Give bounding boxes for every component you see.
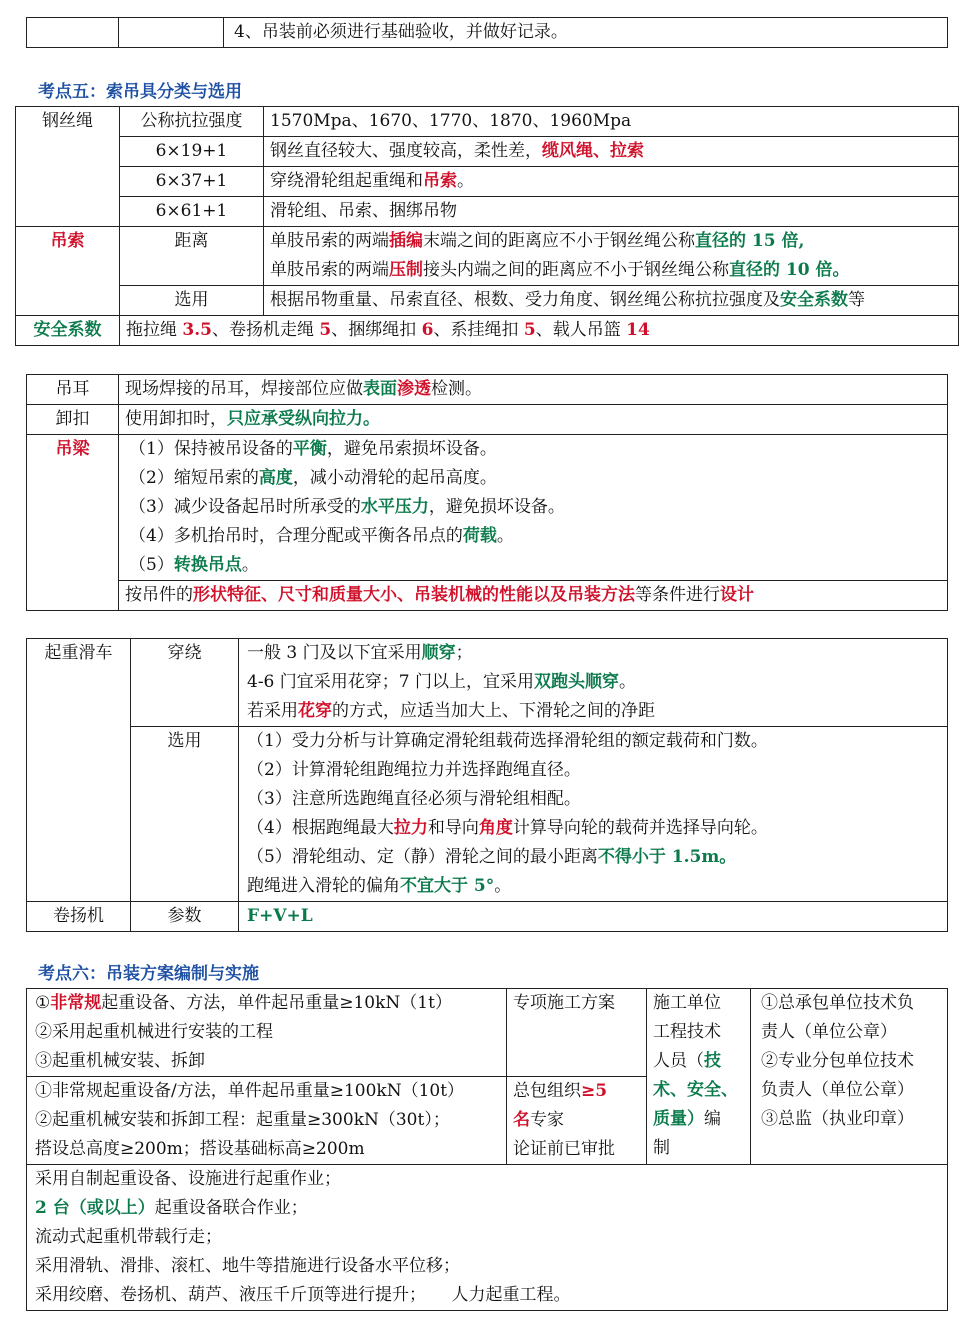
table-row — [16, 167, 959, 197]
table-cell: 滑轮组、吊索、捆绑吊物 — [264, 197, 959, 227]
table-cell: 现场焊接的吊耳，焊接部位应做表面渗透检测。 — [119, 375, 948, 405]
table-row — [27, 581, 948, 611]
row-header-lug: 吊耳 — [27, 375, 119, 405]
table-cell: 选用 — [131, 727, 239, 902]
lifting-tools-table — [26, 374, 948, 611]
lifting-plan-table — [26, 988, 948, 1311]
table-cell: 1570Mpa、1670、1770、1870、1960Mpa — [264, 107, 959, 137]
pulley-table — [26, 638, 948, 932]
table-cell: 施工单位 工程技术 人员（技 术、安全、 质量）编 制 — [647, 989, 751, 1165]
table-cell: ①总承包单位技术负 责人（单位公章） ②专业分包单位技术 负责人（单位公章） ③总监（执业印章） — [751, 989, 948, 1165]
table-row — [16, 197, 959, 227]
table-cell: 距离 — [120, 227, 264, 286]
table-row — [16, 286, 959, 316]
table-cell: 一般 3 门及以下宜采用顺穿； 4-6 门宜采用花穿；7 门以上，宜采用双跑头顺穿。 若采用花穿的方式，应适当加大上、下滑轮之间的净距 — [239, 639, 948, 727]
table-cell: 6×37+1 — [120, 167, 264, 197]
table-row — [16, 316, 959, 346]
table-cell: 穿绕滑轮组起重绳和吊索。 — [264, 167, 959, 197]
table-row — [16, 137, 959, 167]
table-row — [27, 989, 948, 1077]
table-row — [27, 375, 948, 405]
table-row — [27, 727, 948, 902]
row-header-safety-factor: 安全系数 — [16, 316, 120, 346]
table-row — [27, 405, 948, 435]
row-header-shackle: 卸扣 — [27, 405, 119, 435]
table-cell: （1）受力分析与计算确定滑轮组载荷选择滑轮组的额定载荷和门数。 （2）计算滑轮组跑绳拉力并选择跑绳直径。 （3）注意所选跑绳直径必须与滑轮组相配。 （4）根据跑绳最大拉力和导向角度计算导向轮的载荷并选择导向轮。 （5）滑轮组动、定（静）滑轮之间的最小距离不得小于 1.5m。 跑绳进入滑轮的偏角不宜大于 5°。 — [239, 727, 948, 902]
table-top-partial — [26, 17, 948, 48]
table-cell: 6×19+1 — [120, 137, 264, 167]
table-cell: ①非常规起重设备、方法，单件起吊重量≥10kN（1t） ②采用起重机械进行安装的工程 ③起重机械安装、拆卸 — [27, 989, 507, 1077]
table-cell: 单肢吊索的两端插编末端之间的距离应不小于钢丝绳公称直径的 15 倍, 单肢吊索的两端压制接头内端之间的距离应不小于钢丝绳公称直径的 10 倍。 — [264, 227, 959, 286]
row-header-winch: 卷扬机 — [27, 902, 131, 932]
table-row — [16, 107, 959, 137]
table-row — [16, 227, 959, 286]
table-cell: 采用自制起重设备、设施进行起重作业； 2 台（或以上）起重设备联合作业； 流动式起重机带载行走； 采用滑轨、滑排、滚杠、地牛等措施进行设备水平位移； 采用绞磨、卷扬机、葫芦、液压千斤顶等进行提升； 人力起重工程。 — [27, 1165, 948, 1311]
table-cell: 钢丝直径较大、强度较高，柔性差，缆风绳、拉索 — [264, 137, 959, 167]
table-row — [27, 902, 948, 932]
row-header-steel-rope: 钢丝绳 — [16, 107, 120, 227]
row-header-pulley: 起重滑车 — [27, 639, 131, 902]
table-cell: F+V+L — [239, 902, 948, 932]
table-cell: 总包组织≥5 名专家 论证前已审批 — [507, 1077, 647, 1165]
table-cell: 参数 — [131, 902, 239, 932]
table-cell: 4、吊装前必须进行基础验收，并做好记录。 — [224, 18, 948, 48]
table-row — [27, 435, 948, 581]
table-cell: 根据吊物重量、吊索直径、根数、受力角度、钢丝绳公称抗拉强度及安全系数等 — [264, 286, 959, 316]
table-row — [27, 639, 948, 727]
row-header-sling: 吊索 — [16, 227, 120, 316]
table-row — [27, 18, 948, 48]
wire-rope-table — [15, 106, 959, 346]
table-cell: 公称抗拉强度 — [120, 107, 264, 137]
table-cell: 穿绕 — [131, 639, 239, 727]
table-cell: ①非常规起重设备/方法，单件起吊重量≥100kN（10t） ②起重机械安装和拆卸工程：起重量≥300kN（30t）； 搭设总高度≥200m；搭设基础标高≥200m — [27, 1077, 507, 1165]
table-row — [27, 1165, 948, 1311]
table-cell: 选用 — [120, 286, 264, 316]
section-heading-5: 考点五：索吊具分类与选用 — [38, 82, 242, 102]
table-cell: 拖拉绳 3.5、卷扬机走绳 5、捆绑绳扣 6、系挂绳扣 5、载人吊篮 14 — [120, 316, 959, 346]
table-cell: 6×61+1 — [120, 197, 264, 227]
section-heading-6: 考点六：吊装方案编制与实施 — [38, 964, 259, 984]
row-header-beam: 吊梁 — [27, 435, 119, 611]
table-cell: 专项施工方案 — [507, 989, 647, 1077]
table-cell: 使用卸扣时，只应承受纵向拉力。 — [119, 405, 948, 435]
table-cell: （1）保持被吊设备的平衡，避免吊索损坏设备。 （2）缩短吊索的高度，减小动滑轮的起吊高度。 （3）减少设备起吊时所承受的水平压力，避免损坏设备。 （4）多机抬吊时，合理分配或平衡各吊点的荷载。 （5）转换吊点。 — [119, 435, 948, 581]
table-cell: 按吊件的形状特征、尺寸和质量大小、吊装机械的性能以及吊装方法等条件进行设计 — [119, 581, 948, 611]
